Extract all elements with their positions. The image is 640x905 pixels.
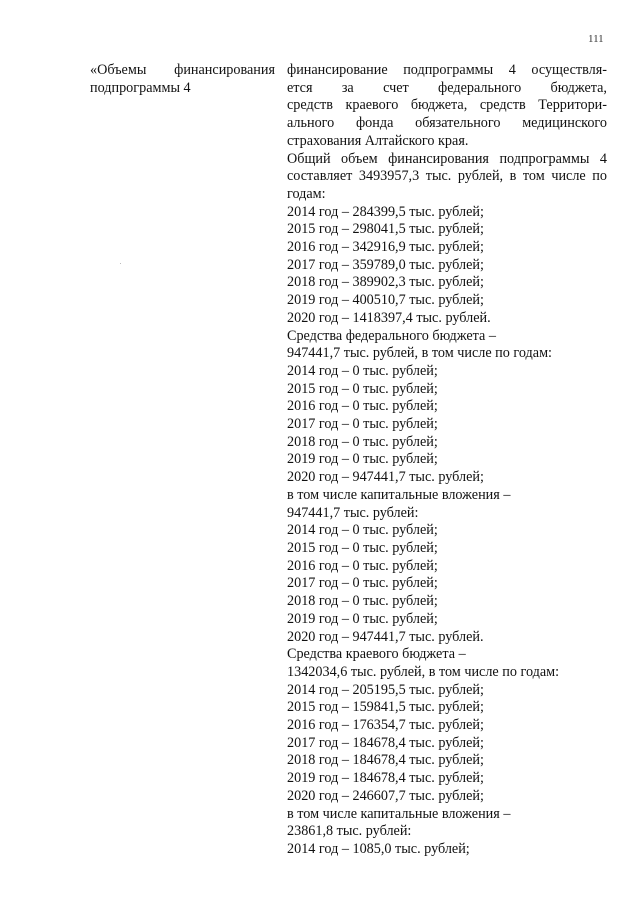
text-line: в том числе капитальные вложения –	[287, 486, 511, 503]
word: счет	[383, 79, 409, 96]
word: осуществля-	[531, 62, 607, 78]
row-label-word: «Объемы	[90, 62, 147, 78]
word: 4	[508, 62, 516, 78]
text-line: 2018 год – 184678,4 тыс. рублей;	[287, 752, 484, 769]
word: фонда	[355, 115, 394, 132]
word: 4	[599, 150, 607, 167]
word: финансирование	[287, 62, 388, 78]
text-line: 23861,8 тыс. рублей:	[287, 823, 412, 840]
row-content-cell	[287, 62, 607, 859]
word: объем	[341, 150, 378, 167]
word: Территори-	[538, 97, 607, 114]
word: рублей,	[457, 168, 504, 185]
text-line: Средства краевого бюджета –	[287, 646, 466, 663]
text-line: 2014 год – 205195,5 тыс. рублей;	[287, 681, 484, 698]
text-line: 2017 год – 359789,0 тыс. рублей;	[287, 256, 484, 273]
text-line: 2019 год – 184678,4 тыс. рублей;	[287, 770, 484, 787]
text-line: 2014 год – 1085,0 тыс. рублей;	[287, 840, 470, 857]
text-line: 2016 год – 342916,9 тыс. рублей;	[287, 239, 484, 256]
word: федерального	[438, 79, 522, 96]
text-line: 2015 год – 0 тыс. рублей;	[287, 380, 438, 397]
word: средств	[479, 97, 526, 114]
word: подпрограммы	[499, 150, 590, 167]
word: по	[592, 168, 607, 185]
text-line: 2014 год – 284399,5 тыс. рублей;	[287, 203, 484, 220]
justified-line	[287, 80, 607, 98]
text-line: 2016 год – 176354,7 тыс. рублей;	[287, 717, 484, 734]
word: ется	[287, 79, 313, 96]
row-label-line-1	[90, 62, 275, 80]
text-line: 1342034,6 тыс. рублей, в том числе по годам:	[287, 663, 560, 680]
text-line: 2016 год – 0 тыс. рублей;	[287, 398, 438, 415]
text-line: 2019 год – 400510,7 тыс. рублей;	[287, 292, 484, 309]
word: тыс.	[425, 168, 452, 185]
text-line: страхования Алтайского края.	[287, 132, 469, 149]
text-line: 2019 год – 0 тыс. рублей;	[287, 610, 438, 627]
word: том	[522, 168, 545, 185]
text-line: 2014 год – 0 тыс. рублей;	[287, 362, 438, 379]
text-line: 2020 год – 246607,7 тыс. рублей;	[287, 787, 484, 804]
word: за	[341, 79, 354, 96]
text-line: 2014 год – 0 тыс. рублей;	[287, 522, 438, 539]
text-line: 2020 год – 1418397,4 тыс. рублей.	[287, 309, 491, 326]
word: 3493957,3	[358, 168, 420, 185]
text-line: 2015 год – 0 тыс. рублей;	[287, 539, 438, 556]
word: бюджета,	[550, 79, 607, 96]
justified-line	[287, 151, 607, 169]
text-line: 2019 год – 0 тыс. рублей;	[287, 451, 438, 468]
text-line: 2018 год – 0 тыс. рублей;	[287, 593, 438, 610]
row-label-word: финансирования	[174, 62, 275, 78]
row-label-line-2: подпрограммы 4	[90, 79, 191, 96]
word: числе	[551, 168, 586, 185]
text-line: 947441,7 тыс. рублей:	[287, 504, 419, 521]
word: обязательного	[415, 115, 501, 132]
text-line: 2015 год – 298041,5 тыс. рублей;	[287, 221, 484, 238]
text-line: 2015 год – 159841,5 тыс. рублей;	[287, 699, 484, 716]
word: ального	[287, 115, 335, 132]
text-line: Средства федерального бюджета –	[287, 327, 496, 344]
text-line: 2016 год – 0 тыс. рублей;	[287, 557, 438, 574]
text-line: 2018 год – 389902,3 тыс. рублей;	[287, 274, 484, 291]
text-line: 2018 год – 0 тыс. рублей;	[287, 433, 438, 450]
word: финансирования	[388, 150, 489, 167]
financing-intro-paragraph	[287, 62, 607, 133]
justified-line	[287, 62, 607, 80]
justified-line	[287, 97, 607, 115]
word: краевого	[345, 97, 399, 114]
text-line: 2020 год – 947441,7 тыс. рублей;	[287, 469, 484, 486]
text-line: 2020 год – 947441,7 тыс. рублей.	[287, 628, 484, 645]
text-line: в том числе капитальные вложения –	[287, 805, 511, 822]
scan-speck	[120, 263, 121, 264]
justified-line	[287, 115, 607, 133]
word: средств	[287, 97, 333, 114]
word: бюджета,	[410, 97, 468, 114]
page-number: 111	[588, 33, 604, 45]
word: подпрограммы	[403, 62, 494, 78]
word: в	[509, 168, 517, 185]
financing-breakdown-list	[287, 204, 607, 859]
word: Общий	[287, 150, 331, 167]
financing-total-paragraph	[287, 151, 607, 186]
text-line: 2017 год – 0 тыс. рублей;	[287, 416, 438, 433]
word: составляет	[287, 168, 353, 185]
text-line: годам:	[287, 185, 326, 202]
word: медицинского	[522, 115, 607, 132]
row-label-cell	[90, 62, 275, 97]
justified-line	[287, 168, 607, 186]
text-line: 2017 год – 184678,4 тыс. рублей;	[287, 734, 484, 751]
text-line: 2017 год – 0 тыс. рублей;	[287, 575, 438, 592]
text-line: 947441,7 тыс. рублей, в том числе по годам:	[287, 345, 552, 362]
